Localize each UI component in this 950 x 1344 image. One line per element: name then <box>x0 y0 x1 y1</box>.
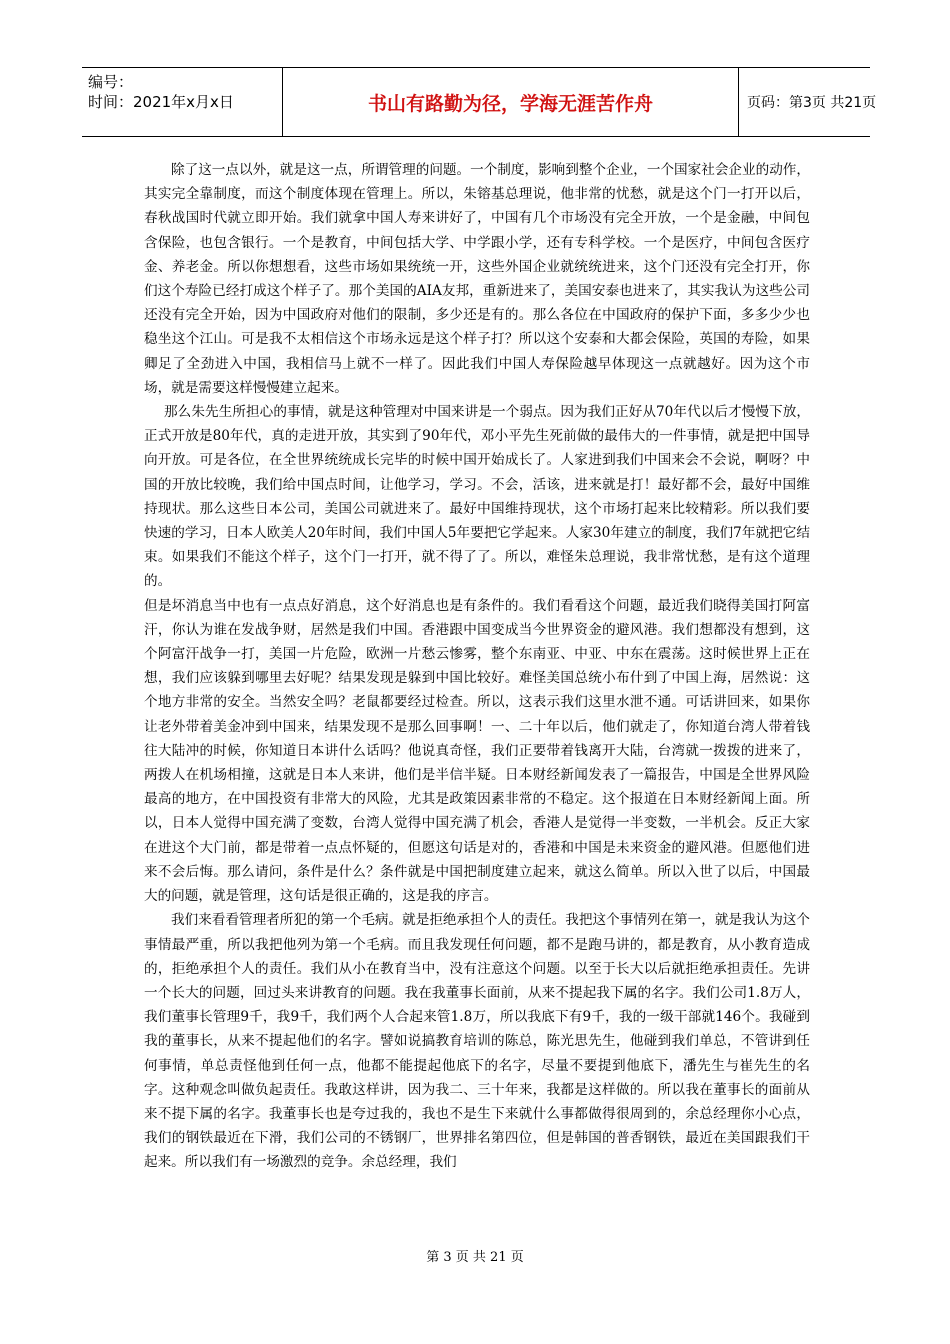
document-time-label: 时间：2021年x月x日 <box>88 93 234 111</box>
page-footer: 第 3 页 共 21 页 <box>426 1250 524 1265</box>
header-meta <box>82 68 283 136</box>
paragraph: 但是坏消息当中也有一点点好消息，这个好消息也是有条件的。我们看看这个问题，最近我们晓得美国打阿富汗，你认为谁在发战争财，居然是我们中国。香港跟中国变成当今世界资金的避风港。我们想都没有想到，这个阿富汗战争一打，美国一片危险，欧洲一片愁云惨雾，整个东南亚、中亚、中东在震荡。这时候世界上正在想，我们应该躲到哪里去好呢？结果发现是躲到中国比较好。难怪美国总统小布什到了中国上海，居然说：这个地方非常的安全。当然安全吗？老鼠都要经过检查。所以，这表示我们这里水泄不通。可话讲回来，如果你让老外带着美金冲到中国来，结果发现不是那么回事啊！一、二十年以后，他们就走了，你知道台湾人带着钱往大陆冲的时候，你知道日本讲什么话吗？他说真奇怪，我们正要带着钱离开大陆，台湾就一拨拨的进来了，两拨人在机场相撞，这就是日本人来讲，他们是半信半疑。日本财经新闻发表了一篇报告，中国是全世界风险最高的地方，在中国投资有非常大的风险，尤其是政策因素非常的不稳定。这个报道在日本财经新闻上面。所以，日本人觉得中国充满了变数，台湾人觉得中国充满了机会，香港人是觉得一半变数，一半机会。反正大家在进这个大门前，都是带着一点点怀疑的，但愿这句话是对的，香港和中国是未来资金的避风港。但愿他们进来不会后悔。那么请问，条件是什么？条件就是中国把制度建立起来，就这么简单。所以入世了以后，中国最大的问题，就是管理，这句话是很正确的，这是我的序言。 <box>144 597 810 905</box>
page-header <box>82 67 877 137</box>
paragraph: 除了这一点以外，就是这一点，所谓管理的问题。一个制度，影响到整个企业，一个国家社会企业的动作，其实完全靠制度，而这个制度体现在管理上。所以，朱镕基总理说，他非常的忧愁，就是这个门一打开以后，春秋战国时代就立即开始。我们就拿中国人寿来讲好了，中国有几个市场没有完全开放，一个是金融，中间包含保险，也包含银行。一个是教育，中间包括大学、中学跟小学，还有专科学校。一个是医疗，中间包含医疗金、养老金。所以你想想看，这些市场如果统统一开，这些外国企业就统统进来，这个门还没有完全打开，你们这个寿险已经打成这个样子了。那个美国的AIA友邦，重新进来了，美国安泰也进来了，其实我认为这些公司还没有完全开始，因为中国政府对他们的限制，多少还是有的。那么各位在中国政府的保护下面，多多少少也稳坐这个江山。可是我不太相信这个市场永远是这个样子打？所以这个安泰和大都会保险，英国的寿险，如果卿足了全劲进入中国，我相信马上就不一样了。因此我们中国人寿保险越早体现这一点就越好。因为这个市场，就是需要这样慢慢建立起来。 <box>144 162 810 396</box>
paragraph: 我们来看看管理者所犯的第一个毛病。就是拒绝承担个人的责任。我把这个事情列在第一，就是我认为这个事情最严重，所以我把他列为第一个毛病。而且我发现任何问题，都不是跑马讲的，都是教育，从小教育造成的，拒绝承担个人的责任。我们从小在教育当中，没有注意这个问题。以至于长大以后就拒绝承担责任。先讲一个长大的问题，回过头来讲教育的问题。我在我董事长面前，从来不提起我下属的名字。我们公司1.8万人，我们董事长管理9千，我9千，我们两个人合起来管1.8万，所以我底下有9千，我的一级干部就146个。我碰到我的董事长，从来不提起他们的名字。譬如说搞教育培训的陈总，陈光思先生，他碰到我们单总，不管讲到任何事情，单总责怪他到任何一点，他都不能提起他底下的名字，尽量不要提到他底下，潘先生与崔先生的名字。这种观念叫做负起责任。我敢这样讲，因为我二、三十年来，我都是这样做的。所以我在董事长的面前从来不提下属的名字。我董事长也是夸过我的，我也不是生下来就什么事都做得很周到的，余总经理你小心点，我们的钢铁最近在下滑，我们公司的不锈钢厂，世界排名第四位，但是韩国的普香钢铁，最近在美国跟我们干起来。所以我们有一场激烈的竞争。余总经理，我们 <box>144 912 810 1171</box>
header-page-label: 页码：第3页 共21页 <box>747 95 877 111</box>
document-body <box>144 158 810 1175</box>
paragraph: 那么朱先生所担心的事情，就是这种管理对中国来讲是一个弱点。因为我们正好从70年代以后才慢慢下放，正式开放是80年代，真的走进开放，其实到了90年代，邓小平先生死前做的最伟大的一件事情，就是把中国导向开放。可是各位，在全世界统统成长完毕的时候中国开始成长了。人家进到我们中国来会不会说，啊呀？中国的开放比较晚，我们给中国点时间，让他学习，学习。不会，活该，进来就是打！最好都不会，最好中国维持现状。那么这些日本公司，美国公司就进来了。最好中国维持现状，这个市场打起来比较精彩。所以我们要快速的学习，日本人欧美人20年时间，我们中国人5年要把它学起来。人家30年建立的制度，我们7年就把它结束。如果我们不能这个样子，这个门一打开，就不得了了。所以，难怪朱总理说，我非常忧愁，是有这个道理的。 <box>144 404 810 590</box>
header-motto: 书山有路勤为径，学海无涯苦作舟 <box>283 68 739 136</box>
document-code-label: 编号： <box>88 73 134 91</box>
